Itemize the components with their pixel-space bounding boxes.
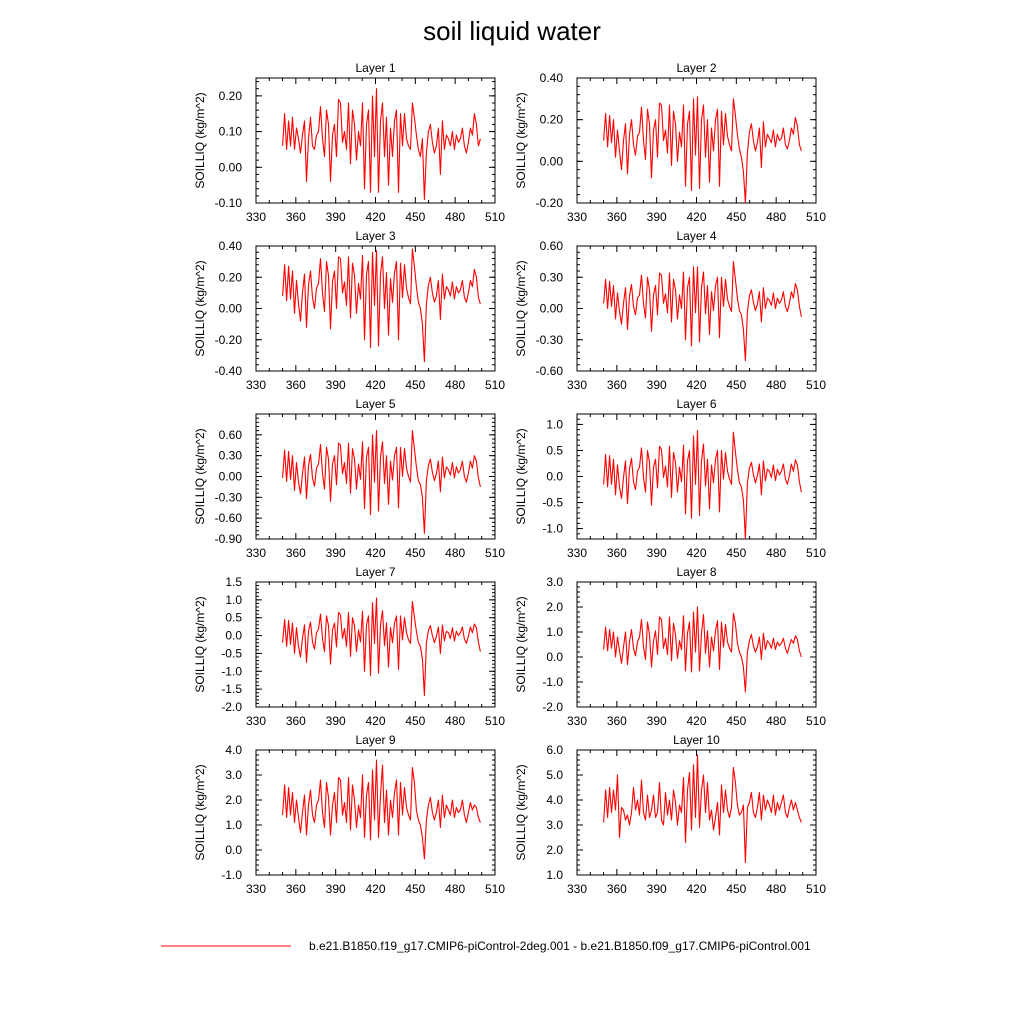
panel-title: Layer 3: [355, 229, 396, 243]
x-tick-label: 420: [365, 714, 386, 728]
y-axis-label: SOILLIQ (kg/m^2): [514, 260, 528, 357]
y-tick-label: 1.0: [225, 818, 242, 832]
y-tick-label: 0.20: [218, 270, 242, 285]
chart-panel: [193, 61, 505, 224]
y-tick-label: -0.5: [221, 646, 242, 661]
x-tick-label: 480: [445, 714, 466, 728]
y-axis-label: SOILLIQ (kg/m^2): [193, 260, 207, 357]
x-tick-label: 480: [766, 210, 787, 224]
series-line: [604, 607, 802, 692]
y-tick-label: -0.30: [535, 332, 563, 347]
x-tick-label: 390: [325, 882, 346, 896]
series-line: [283, 760, 481, 859]
y-tick-label: 1.0: [546, 417, 563, 432]
chart-panel: [193, 565, 505, 728]
x-tick-label: 510: [805, 210, 827, 224]
y-tick-label: -0.40: [214, 364, 242, 378]
x-tick-label: 330: [566, 546, 588, 560]
y-axis-label: SOILLIQ (kg/m^2): [193, 596, 207, 693]
y-tick-label: 0.0: [546, 469, 563, 484]
x-tick-label: 360: [285, 546, 306, 560]
x-tick-label: 330: [245, 378, 267, 392]
x-tick-label: 480: [445, 546, 466, 560]
y-axis-label: SOILLIQ (kg/m^2): [514, 764, 528, 861]
panel-title: Layer 2: [676, 61, 717, 75]
x-tick-label: 450: [405, 714, 426, 728]
x-tick-label: 360: [606, 378, 627, 392]
y-tick-label: 6.0: [546, 743, 563, 757]
x-tick-label: 510: [484, 882, 506, 896]
y-tick-label: 2.0: [546, 600, 563, 614]
y-tick-label: 0.5: [225, 610, 242, 625]
y-tick-label: -2.0: [221, 700, 242, 714]
y-tick-label: 0.00: [218, 469, 242, 484]
panel-title: Layer 7: [355, 565, 396, 579]
x-tick-label: 510: [484, 546, 506, 560]
y-tick-label: 5.0: [546, 768, 563, 782]
x-tick-label: 420: [686, 882, 707, 896]
y-tick-label: -0.60: [535, 364, 563, 378]
y-tick-label: -0.5: [542, 495, 563, 510]
x-tick-label: 450: [726, 546, 747, 560]
x-tick-label: 390: [325, 714, 346, 728]
legend-label: b.e21.B1850.f19_g17.CMIP6-piControl-2deg.001 - b.e21.B1850.f09_g17.CMIP6-piControl.001: [309, 939, 811, 953]
plot-frame: [577, 246, 816, 371]
y-tick-label: 0.0: [225, 843, 242, 857]
x-tick-label: 510: [805, 714, 827, 728]
series-line: [604, 431, 802, 539]
y-tick-label: 0.60: [218, 427, 242, 442]
x-tick-label: 450: [405, 378, 426, 392]
y-tick-label: 0.20: [218, 88, 242, 103]
series-line: [604, 755, 802, 863]
panel-title: Layer 10: [673, 733, 720, 747]
x-tick-label: 420: [686, 714, 707, 728]
x-tick-label: 330: [245, 210, 267, 224]
x-tick-label: 450: [405, 210, 426, 224]
series-line: [604, 97, 802, 203]
x-tick-label: 330: [566, 882, 588, 896]
y-tick-label: 4.0: [546, 793, 563, 807]
x-tick-label: 390: [325, 546, 346, 560]
x-tick-label: 420: [686, 546, 707, 560]
x-tick-label: 360: [285, 378, 306, 392]
x-tick-label: 480: [766, 714, 787, 728]
x-tick-label: 390: [646, 546, 667, 560]
x-tick-label: 450: [726, 210, 747, 224]
x-tick-label: 510: [484, 378, 506, 392]
series-line: [283, 431, 481, 534]
x-tick-label: 510: [805, 378, 827, 392]
x-tick-label: 360: [606, 546, 627, 560]
panel-title: Layer 1: [355, 61, 396, 75]
x-tick-label: 330: [245, 714, 267, 728]
y-tick-label: -1.0: [542, 675, 563, 689]
x-tick-label: 330: [245, 546, 267, 560]
x-tick-label: 480: [445, 882, 466, 896]
legend: [161, 939, 811, 953]
y-tick-label: -0.90: [214, 532, 242, 546]
x-tick-label: 450: [726, 714, 747, 728]
x-tick-label: 390: [646, 378, 667, 392]
y-tick-label: 2.0: [546, 843, 563, 857]
x-tick-label: 420: [365, 210, 386, 224]
y-tick-label: 0.30: [218, 448, 242, 463]
y-tick-label: 1.0: [546, 868, 563, 882]
chart-panel: [514, 397, 826, 560]
y-tick-label: 0.10: [218, 124, 242, 139]
y-tick-label: -1.0: [542, 521, 563, 536]
x-tick-label: 450: [726, 378, 747, 392]
y-tick-label: 3.0: [546, 818, 563, 832]
chart-panel: [193, 229, 505, 392]
y-tick-label: 2.0: [225, 793, 242, 807]
x-tick-label: 480: [445, 378, 466, 392]
plot-frame: [256, 582, 495, 707]
y-axis-label: SOILLIQ (kg/m^2): [514, 92, 528, 189]
x-tick-label: 330: [245, 882, 267, 896]
x-tick-label: 360: [285, 210, 306, 224]
x-tick-label: 450: [405, 882, 426, 896]
y-tick-label: -0.30: [214, 490, 242, 505]
series-line: [283, 598, 481, 696]
x-tick-label: 390: [646, 210, 667, 224]
panel-title: Layer 4: [676, 229, 717, 243]
y-tick-label: 0.5: [546, 443, 563, 458]
x-tick-label: 330: [566, 714, 588, 728]
plot-frame: [256, 414, 495, 539]
y-tick-label: 0.30: [539, 270, 563, 285]
chart-panel: [514, 229, 826, 392]
x-tick-label: 510: [484, 210, 506, 224]
y-axis-label: SOILLIQ (kg/m^2): [514, 596, 528, 693]
plot-frame: [577, 414, 816, 539]
panel-title: Layer 9: [355, 733, 396, 747]
y-tick-label: 0.40: [218, 239, 242, 253]
y-tick-label: -1.0: [221, 664, 242, 679]
y-tick-label: 3.0: [546, 575, 563, 589]
y-tick-label: 0.0: [225, 628, 242, 643]
chart-panel: [514, 61, 826, 224]
x-tick-label: 450: [726, 882, 747, 896]
x-tick-label: 360: [285, 714, 306, 728]
y-tick-label: 0.00: [539, 301, 563, 316]
y-tick-label: -2.0: [542, 700, 563, 714]
x-tick-label: 360: [606, 210, 627, 224]
plot-frame: [577, 750, 816, 875]
chart-panel: [514, 565, 826, 728]
y-tick-label: 0.60: [539, 239, 563, 253]
y-tick-label: 1.0: [546, 625, 563, 639]
chart-panel: [193, 397, 505, 560]
y-tick-label: -0.20: [535, 196, 563, 210]
x-tick-label: 390: [646, 714, 667, 728]
series-line: [604, 262, 802, 361]
y-tick-label: 0.00: [539, 154, 563, 169]
y-tick-label: 0.40: [539, 71, 563, 85]
y-tick-label: -0.10: [214, 196, 242, 210]
y-tick-label: 0.20: [539, 112, 563, 127]
x-tick-label: 420: [365, 882, 386, 896]
y-tick-label: 1.0: [225, 592, 242, 607]
x-tick-label: 480: [445, 210, 466, 224]
x-tick-label: 360: [606, 882, 627, 896]
x-tick-label: 420: [365, 546, 386, 560]
plot-frame: [256, 750, 495, 875]
panel-title: Layer 6: [676, 397, 717, 411]
x-tick-label: 420: [686, 378, 707, 392]
y-tick-label: 3.0: [225, 768, 242, 782]
y-tick-label: -0.20: [214, 332, 242, 347]
x-tick-label: 480: [766, 378, 787, 392]
y-tick-label: 4.0: [225, 743, 242, 757]
x-tick-label: 450: [405, 546, 426, 560]
x-tick-label: 480: [766, 546, 787, 560]
y-tick-label: 0.0: [546, 650, 563, 664]
x-tick-label: 360: [606, 714, 627, 728]
y-tick-label: 0.00: [218, 301, 242, 316]
x-tick-label: 390: [325, 378, 346, 392]
x-tick-label: 510: [484, 714, 506, 728]
x-tick-label: 390: [325, 210, 346, 224]
series-line: [283, 89, 481, 200]
y-tick-label: -1.5: [221, 682, 242, 697]
x-tick-label: 510: [805, 882, 827, 896]
panel-title: Layer 8: [676, 565, 717, 579]
x-tick-label: 480: [766, 882, 787, 896]
x-tick-label: 330: [566, 378, 588, 392]
figure-title: soil liquid water: [423, 16, 601, 46]
x-tick-label: 330: [566, 210, 588, 224]
panel-title: Layer 5: [355, 397, 396, 411]
series-line: [283, 249, 481, 362]
chart-panel: [514, 733, 826, 896]
y-tick-label: -1.0: [221, 868, 242, 882]
x-tick-label: 360: [285, 882, 306, 896]
panels: [193, 61, 826, 896]
x-tick-label: 390: [646, 882, 667, 896]
x-tick-label: 510: [805, 546, 827, 560]
x-tick-label: 420: [686, 210, 707, 224]
y-tick-label: 1.5: [225, 575, 242, 589]
y-tick-label: -0.60: [214, 511, 242, 526]
chart-panel: [193, 733, 505, 896]
x-tick-label: 420: [365, 378, 386, 392]
y-tick-label: 0.00: [218, 160, 242, 175]
y-axis-label: SOILLIQ (kg/m^2): [193, 92, 207, 189]
y-axis-label: SOILLIQ (kg/m^2): [193, 428, 207, 525]
y-axis-label: SOILLIQ (kg/m^2): [193, 764, 207, 861]
y-axis-label: SOILLIQ (kg/m^2): [514, 428, 528, 525]
